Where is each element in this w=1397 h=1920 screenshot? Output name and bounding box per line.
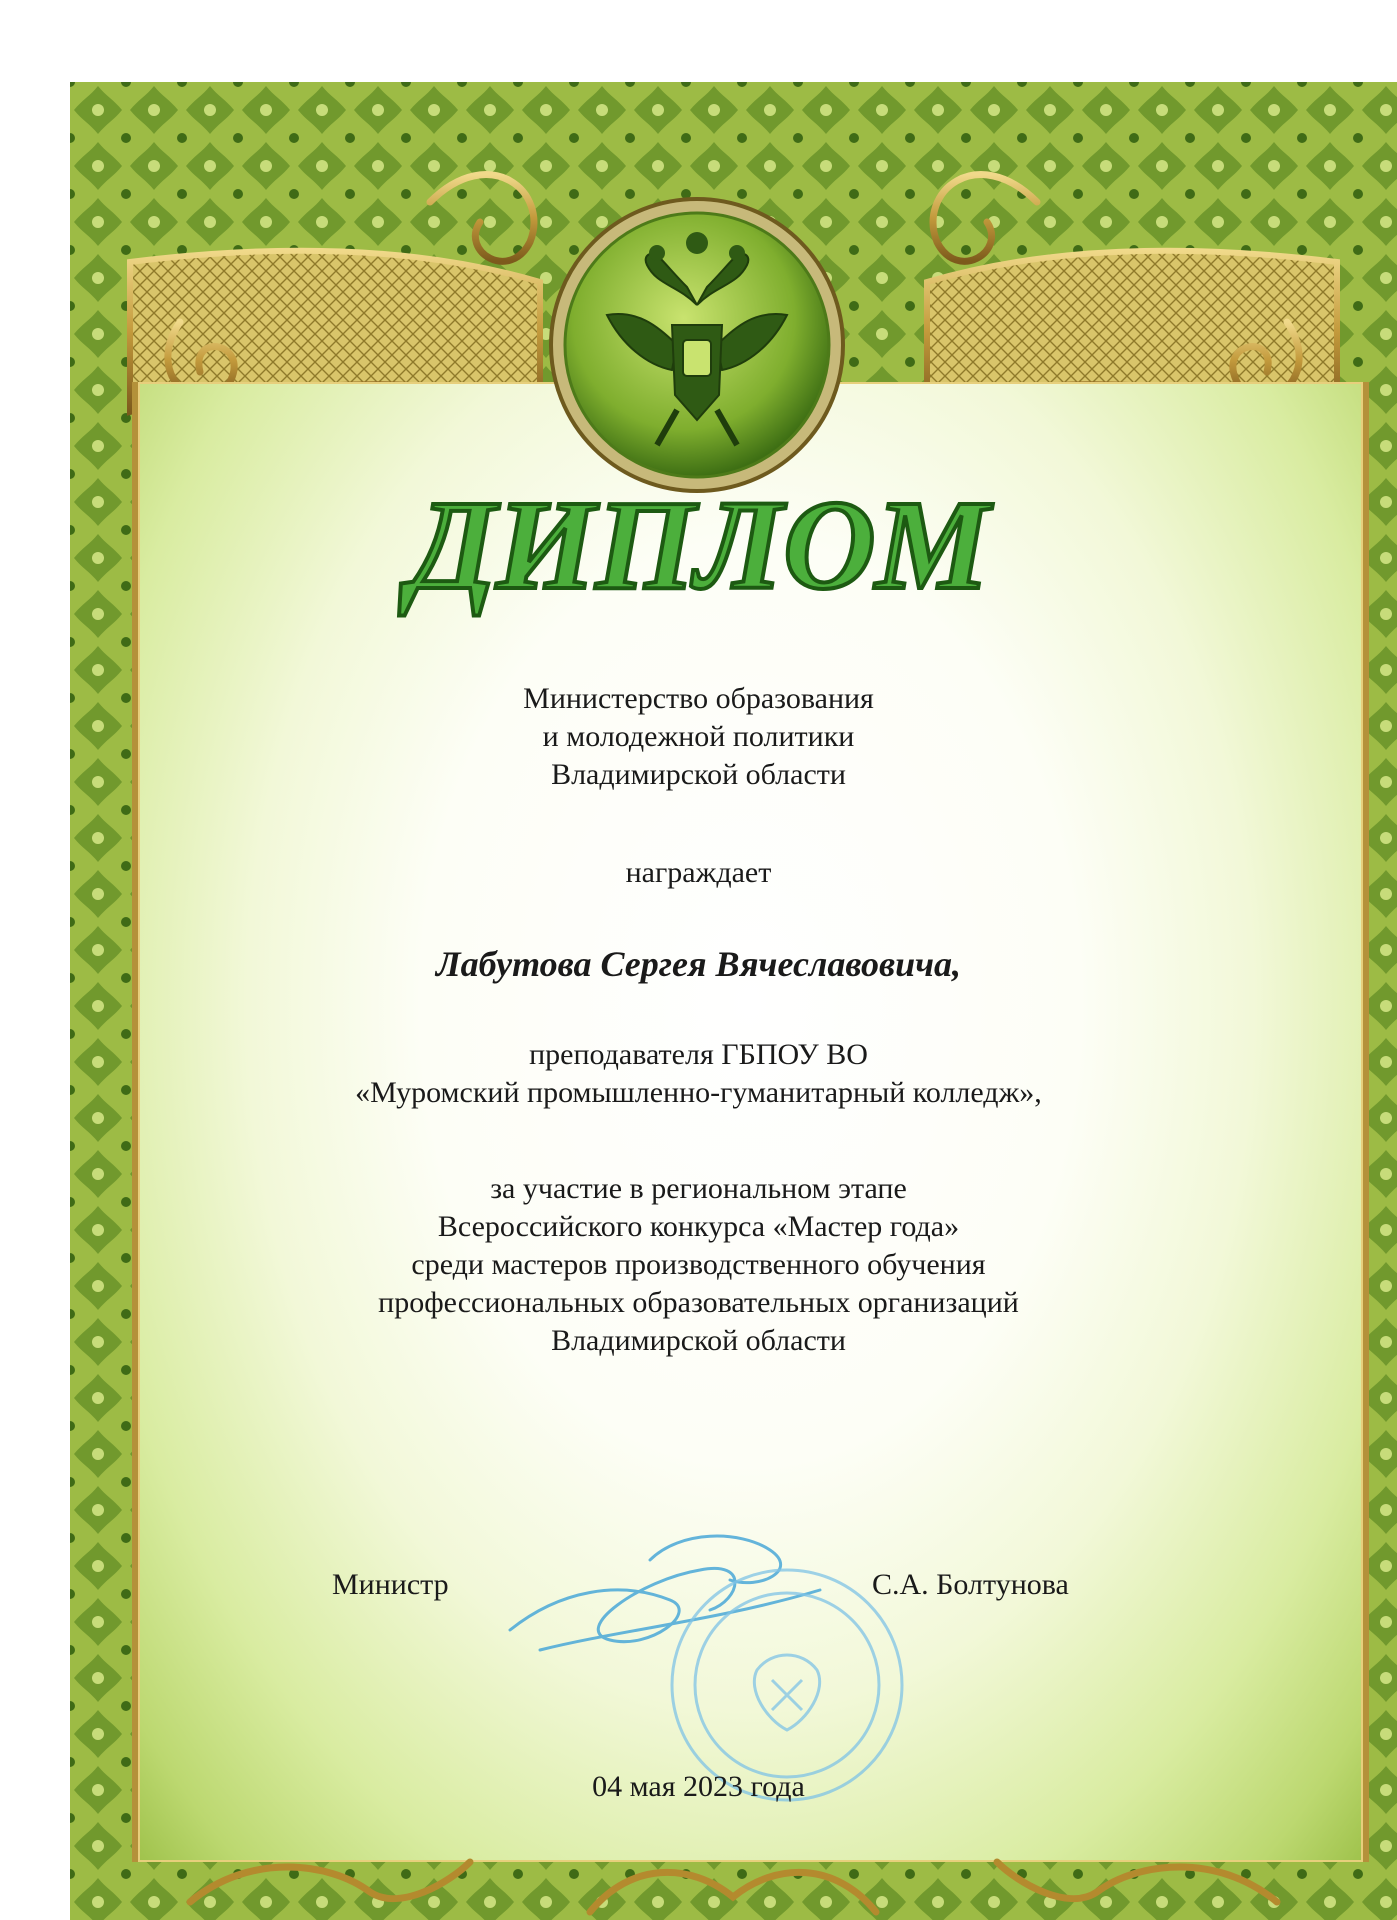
issuer-block: [0, 680, 1397, 794]
position-line: «Муромский промышленно-гуманитарный колледж»,: [355, 1076, 1042, 1109]
reason-line: профессиональных образовательных организаций: [378, 1286, 1019, 1319]
issuer-line: Министерство образования: [523, 682, 874, 715]
award-reason: [0, 1170, 1397, 1360]
position-line: преподавателя ГБПОУ ВО: [529, 1038, 868, 1071]
diploma-title: [0, 470, 1397, 620]
signatory-name: С.А. Болтунова: [872, 1568, 1069, 1601]
recipient-name: Лабутова Сергея Вячеславовича,: [435, 944, 962, 984]
reason-line: среди мастеров производственного обучения: [411, 1248, 986, 1281]
emblem-icon: [547, 195, 847, 495]
awards-verb: награждает: [625, 856, 772, 889]
bottom-ornament: [70, 1842, 1397, 1920]
reason-line: Всероссийского конкурса «Мастер года»: [437, 1210, 960, 1243]
issuer-line: Владимирской области: [551, 758, 846, 791]
reason-line: Владимирской области: [551, 1324, 846, 1357]
issuer-line: и молодежной политики: [542, 720, 855, 753]
title-text: ДИПЛОМ: [408, 474, 989, 616]
reason-line: за участие в региональном этапе: [490, 1172, 907, 1205]
award-date: 04 мая 2023 года: [592, 1770, 805, 1803]
recipient-position: [0, 1036, 1397, 1112]
signatory-title: Министр: [332, 1568, 449, 1601]
